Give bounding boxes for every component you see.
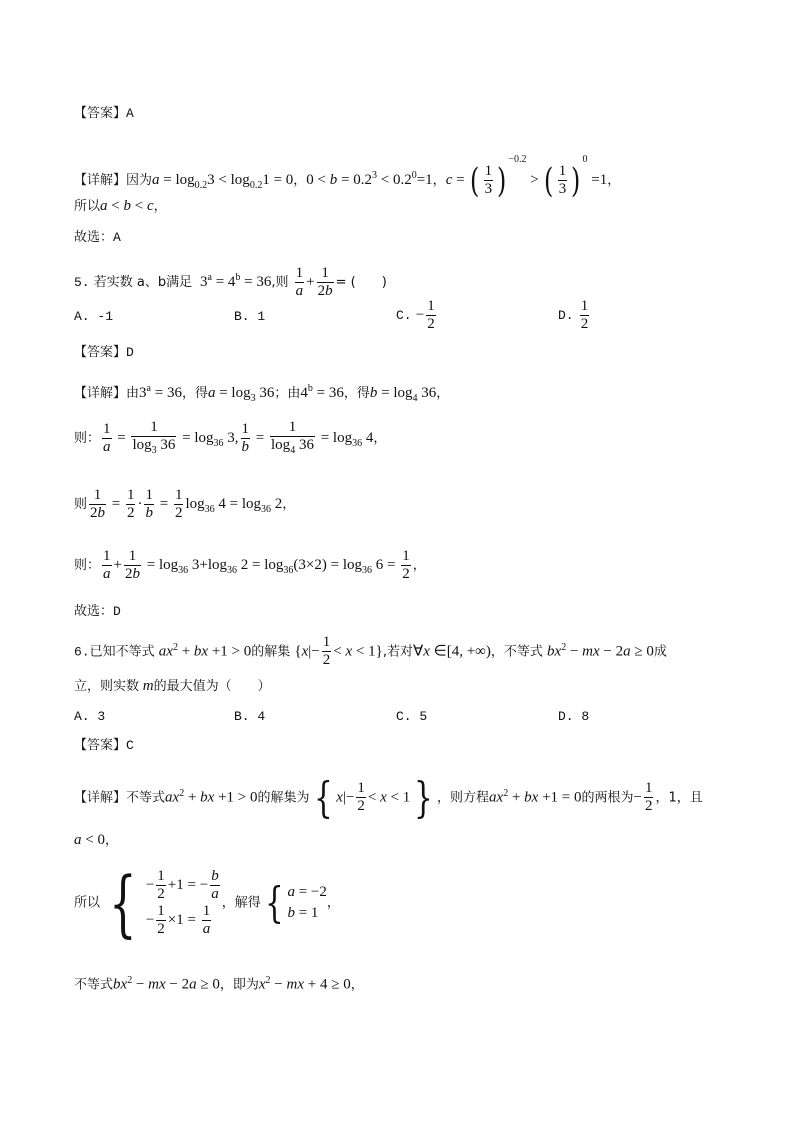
q6-detail-last: 不等式$bx^2$ − mx − 2a ≥ 0，即为$x^2$ − mx + 4 ≥ 0， <box>74 975 364 993</box>
q6-stem-2: 立，则实数 m的最大值为（ ） <box>74 678 271 694</box>
q6-option-c[interactable]: C. 5 <box>396 709 428 724</box>
choice-value: A <box>113 230 121 245</box>
q6-stem-1: 6.已知不等式 $ax^2$ + bx +1 > 0的解集 {x|− $\frac{1}{2}$ < x < 1},若对∀x ∈[4, +∞)，不等式 $bx^2$ − mx − 2a ≥ 0成 <box>74 634 667 669</box>
conclusion-line-prev: 所以a < b < c， <box>74 198 167 214</box>
q5-option-a[interactable]: A. -1 <box>74 309 114 324</box>
q5-option-b[interactable]: B. 1 <box>234 309 266 324</box>
answer-label: 【答案】 <box>74 738 127 753</box>
q5-stem: 5. 若实数 a、b满足 $3^a = 4^b = 36$,则 $\frac{1}{a}$ + $\frac{1}{2b}$ = ( ) <box>74 265 387 299</box>
answer-label: 【答案】 <box>74 106 127 121</box>
detail-label: 【详解】 <box>74 790 127 806</box>
q6-detail-2: a < 0， <box>74 832 118 848</box>
choice-line-prev <box>74 229 121 247</box>
detail-line-prev: 【详解】因为$a = \log_{0.2}3 < \log_{0.2}1 = 0$，$0 < b = 0.2^3 < 0.2^0=1$，c = ( $\frac{1}{3}$ )$^{-0.2}$ > ( $\frac{1}{3}$ )$^0$ =1， <box>74 154 621 201</box>
q5-option-c[interactable]: C. − $\frac{1}{2}$ <box>396 298 435 332</box>
q5-detail-2: 则： $\frac{1}{a}$ = $\frac{1}{\log_3 36}$ = $\log_{36} 3$, $\frac{1}{b}$ = $\frac{1}{\log_4 36}$ = $\log_{36} 4$， <box>74 418 387 456</box>
q5-detail-4: 则： $\frac{1}{a}$ + $\frac{1}{2b}$ = $\log_{36} 3+\log_{36}$ $2 = \log_{36}(3\times 2) = \log_{36} 6$ = $\frac{1}{2}$ ， <box>74 548 426 582</box>
q5-detail-3: 则 $\frac{1}{2b}$ = $\frac{1}{2}$ · $\frac{1}{b}$ = $\frac{1}{2}$ $\log_{36} 4 = \log_{36} 2$， <box>74 487 296 521</box>
q5-stem-ask: = ( ) <box>335 275 387 290</box>
q5-answer <box>74 344 134 362</box>
q5-choice: 故选：D <box>74 604 121 619</box>
answer-line-prev <box>74 105 134 123</box>
q6-detail-1: 【详解】不等式$ax^2$ + bx +1 > 0的解集为{ x|− $\frac{1}{2}$ < x < 1} ，则方程$ax^2$ + bx +1 = 0的两根为− $\frac{1}{2}$ ，1，且 <box>74 772 703 822</box>
detail-text: 因为 <box>126 173 153 188</box>
q6-detail-system: 所以 { − $\frac{1}{2}$ +1 = − $\frac{b}{a}$ − $\frac{1}{2}$ ×1 = $\frac{1}{a}$ ，解得{ a = −2 b = 1 ， <box>74 861 340 945</box>
q5-stem-text: 若实数 a、b满足 <box>93 275 193 290</box>
answer-value: C <box>126 738 134 753</box>
q6-answer <box>74 737 134 755</box>
answer-value: A <box>126 106 134 121</box>
q6-option-b[interactable]: B. 4 <box>234 709 266 724</box>
detail-label: 【详解】 <box>74 386 127 401</box>
answer-label: 【答案】 <box>74 345 127 360</box>
q6-option-a[interactable]: A. 3 <box>74 709 106 724</box>
detail-label: 【详解】 <box>74 173 127 188</box>
q5-number: 5. <box>74 275 90 290</box>
q5-detail-1: 【详解】由$3^a = 36$，得$a = \log_3 36$；由$4^b = 36$，得$b = \log_4 36$， <box>74 383 450 404</box>
answer-value: D <box>126 345 134 360</box>
q6-option-d[interactable]: D. 8 <box>558 709 590 724</box>
q6-number: 6. <box>74 644 90 660</box>
choice-label: 故选： <box>74 230 114 245</box>
q5-stem-then: ,则 <box>271 275 289 290</box>
q5-option-d[interactable]: D. $\frac{1}{2}$ <box>558 298 589 332</box>
so-text: 所以 <box>74 199 101 214</box>
